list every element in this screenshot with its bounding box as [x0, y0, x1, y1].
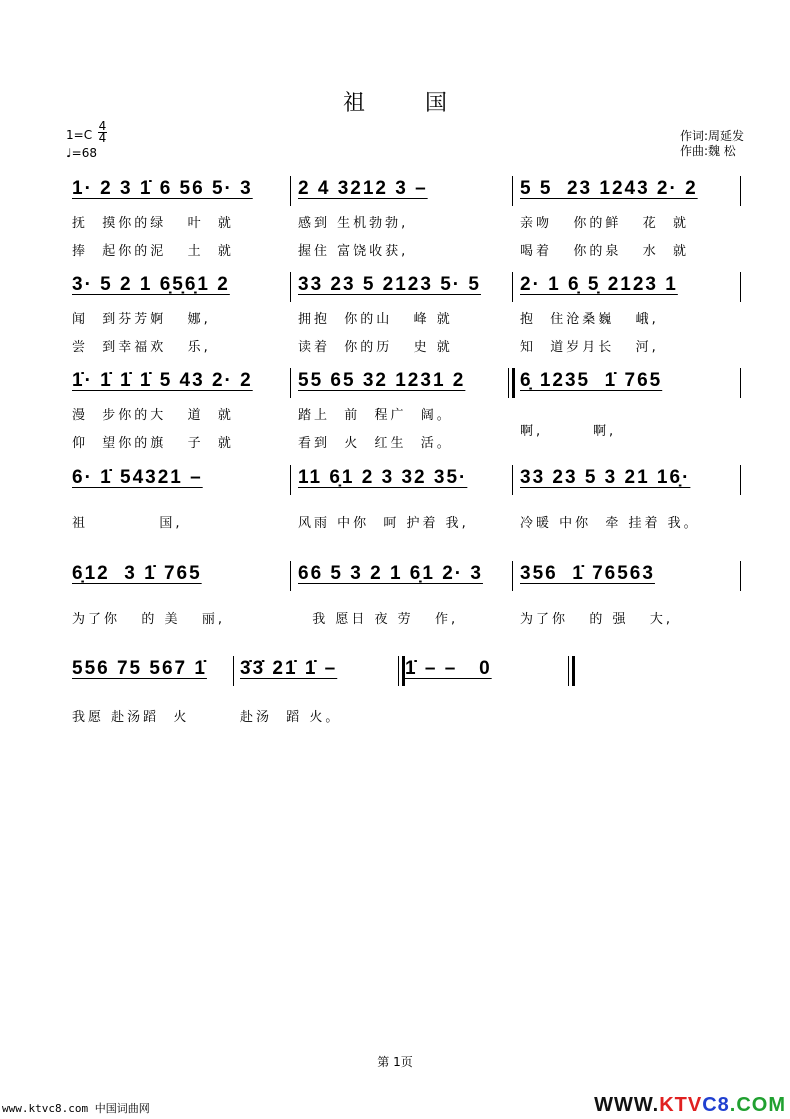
lyric-line: 啊, 啊, [520, 424, 617, 439]
lyric-line: 赴汤 蹈 火。 [240, 710, 342, 725]
barline [290, 272, 291, 302]
measure-notes: 33 23 5 3 21 16̣· [520, 467, 691, 488]
lyric-line: 为了你 的 强 大, [520, 612, 674, 627]
measure-notes: 3· 5 2 1 6̣5̣6̣1 2 [72, 274, 230, 295]
credits [680, 129, 744, 159]
barline [290, 176, 291, 206]
measure-notes: 6̣ 1235 1̇ 765 [520, 370, 663, 391]
barline [512, 465, 513, 495]
measure-notes: 11 6̣1 2 3 32 35· [298, 467, 468, 488]
barline [512, 561, 513, 591]
barline [233, 656, 234, 686]
barline [740, 272, 741, 302]
measure-notes: 5 5 23 1243 2· 2 [520, 178, 698, 199]
lyric-line: 风雨 中你 呵 护着 我, [298, 516, 469, 531]
measure-notes: 1̇ – – 0 [405, 658, 492, 679]
logo-k: K [659, 1094, 675, 1116]
time-top: 4 [98, 119, 107, 133]
measure-notes: 6̣12 3 1̇ 765 [72, 563, 202, 584]
lyric-line: 我 愿日 夜 劳 作, [298, 612, 459, 627]
lyric-line: 握住 富饶收获, [298, 244, 409, 259]
measure-notes: 55 65 32 1231 2 [298, 370, 466, 391]
lyric-line: 踏上 前 程广 阔。 [298, 408, 453, 423]
lyric-line: 拥抱 你的山 峰 就 [298, 312, 453, 327]
measure-notes: 1̇· 1̇ 1̇ 1̇ 5 43 2· 2 [72, 370, 253, 391]
lyric-line: 仰 望你的旗 子 就 [72, 436, 234, 451]
barline [740, 561, 741, 591]
footer-logo [594, 1094, 786, 1117]
lyric-line: 冷暖 中你 牵 挂着 我。 [520, 516, 700, 531]
time-bottom: 4 [98, 131, 107, 145]
barline [740, 176, 741, 206]
logo-t: T [674, 1094, 688, 1116]
logo-v: V [687, 1094, 703, 1116]
lyric-line: 知 道岁月长 河, [520, 340, 659, 355]
lyric-line: 为了你 的 美 丽, [72, 612, 226, 627]
measure-notes: 1· 2 3 1̇ 6 56 5· 3 [72, 178, 253, 199]
lyric-line: 喝着 你的泉 水 就 [520, 244, 690, 259]
measure-notes: 2· 1 6̣ 5̣ 2123 1 [520, 274, 678, 295]
logo-8: 8 [717, 1094, 730, 1116]
key-signature: 1=C [66, 128, 93, 142]
time-signature [98, 121, 107, 144]
final-barline [568, 656, 575, 686]
measure-notes: 2 4 3212 3 – [298, 178, 428, 199]
measure-notes: 556 75 567 1̇ [72, 658, 207, 679]
lyric-line: 祖 国, [72, 516, 183, 531]
lyric-line: 看到 火 红生 活。 [298, 436, 453, 451]
barline [512, 272, 513, 302]
lyric-line: 抱 住沧桑巍 峨, [520, 312, 659, 327]
tempo-marking: ♩=68 [66, 146, 97, 160]
barline [512, 176, 513, 206]
logo-www: WWW. [594, 1094, 660, 1116]
logo-com: .COM [729, 1094, 786, 1116]
logo-c: C [702, 1094, 718, 1116]
lyric-line: 漫 步你的大 道 就 [72, 408, 234, 423]
barline [290, 368, 291, 398]
lyric-line: 尝 到幸福欢 乐, [72, 340, 211, 355]
barline [740, 368, 741, 398]
lyric-line: 我愿 赴汤蹈 火 [72, 710, 190, 725]
barline [290, 561, 291, 591]
repeat-start-barline [508, 368, 515, 398]
footer-site-text: www.ktvc8.com 中国词曲网 [2, 1102, 150, 1115]
measure-notes: 66 5 3 2 1 6̣1 2· 3 [298, 563, 483, 584]
lyricist: 作词:周延发 [679, 129, 744, 143]
repeat-end-barline [398, 656, 405, 686]
barline [290, 465, 291, 495]
lyric-line: 捧 起你的泥 土 就 [72, 244, 234, 259]
song-title: 祖国 [342, 91, 507, 116]
lyric-line: 读着 你的历 史 就 [298, 340, 453, 355]
barline [740, 465, 741, 495]
lyric-line: 亲吻 你的鲜 花 就 [520, 216, 690, 231]
composer: 作曲:魏 松 [679, 144, 736, 158]
page-number: 第 1页 [377, 1055, 413, 1069]
measure-notes: 6· 1̇ 54321 – [72, 467, 203, 488]
lyric-line: 感到 生机勃勃, [298, 216, 409, 231]
measure-notes: 33 23 5 2123 5· 5 [298, 274, 481, 295]
lyric-line: 闻 到芬芳婀 娜, [72, 312, 211, 327]
lyric-line: 抚 摸你的绿 叶 就 [72, 216, 234, 231]
measure-notes: 356 1̇ 76563 [520, 563, 655, 584]
measure-notes: 3̇3̇ 21̇ 1̇ – [240, 658, 338, 679]
